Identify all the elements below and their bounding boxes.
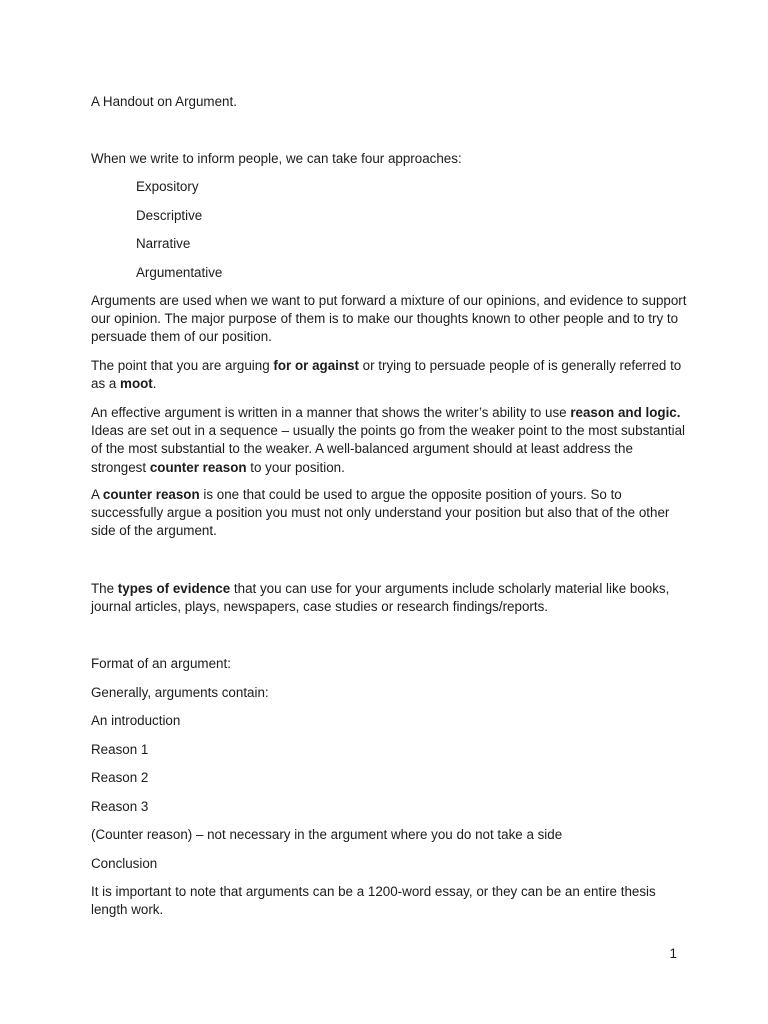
format-item: (Counter reason) – not necessary in the argument where you do not take a side — [91, 827, 563, 842]
document-title: A Handout on Argument. — [91, 94, 237, 109]
intro-paragraph: When we write to inform people, we can take four approaches: — [91, 151, 462, 166]
effective-argument-paragraph: An effective argument is written in a manner that shows the writer’s ability to use reason and logic. Ideas are set out in a sequence – usually the points go from the weaker point to the most substantial of the most substantial to the weaker. A well-balanced argument should at least address the strongest counter reason to your position. — [91, 405, 686, 475]
approach-item: Descriptive — [136, 208, 203, 223]
format-intro: Generally, arguments contain: — [91, 685, 269, 700]
bold-term: counter reason — [149, 459, 247, 475]
bold-term: reason and logic. — [570, 405, 681, 420]
bold-term: counter reason — [102, 487, 200, 502]
format-item: Reason 1 — [91, 742, 149, 757]
point-paragraph: The point that you are arguing for or against or trying to persuade people of is generally referred to as a moot. — [91, 358, 682, 392]
approach-item: Argumentative — [136, 265, 223, 280]
format-item: Conclusion — [91, 856, 158, 871]
approach-item: Narrative — [136, 236, 191, 251]
evidence-paragraph: The types of evidence that you can use for your arguments include scholarly material like books, journal articles, plays, newspapers, case studies or research findings/reports. — [91, 581, 670, 615]
bold-term: moot — [120, 376, 153, 392]
closing-paragraph: It is important to note that arguments can be a 1200-word essay, or they can be an entire thesis length work. — [91, 884, 656, 918]
format-item: An introduction — [91, 713, 181, 728]
page-number: 1 — [669, 946, 677, 961]
format-heading: Format of an argument: — [91, 656, 231, 671]
arguments-paragraph: Arguments are used when we want to put forward a mixture of our opinions, and evidence to support our opinion. The major purpose of them is to make our thoughts known to other people and to try to persuade them of our position. — [91, 293, 687, 345]
approach-item: Expository — [136, 179, 199, 194]
format-item: Reason 3 — [91, 799, 149, 814]
bold-term: for or against — [273, 358, 359, 373]
bold-term: types of evidence — [117, 581, 231, 596]
counter-reason-paragraph: A counter reason is one that could be used to argue the opposite position of yours. So to successfully argue a position you must not only understand your position but also that of the other side of the argument. — [91, 487, 670, 539]
format-item: Reason 2 — [91, 770, 149, 785]
